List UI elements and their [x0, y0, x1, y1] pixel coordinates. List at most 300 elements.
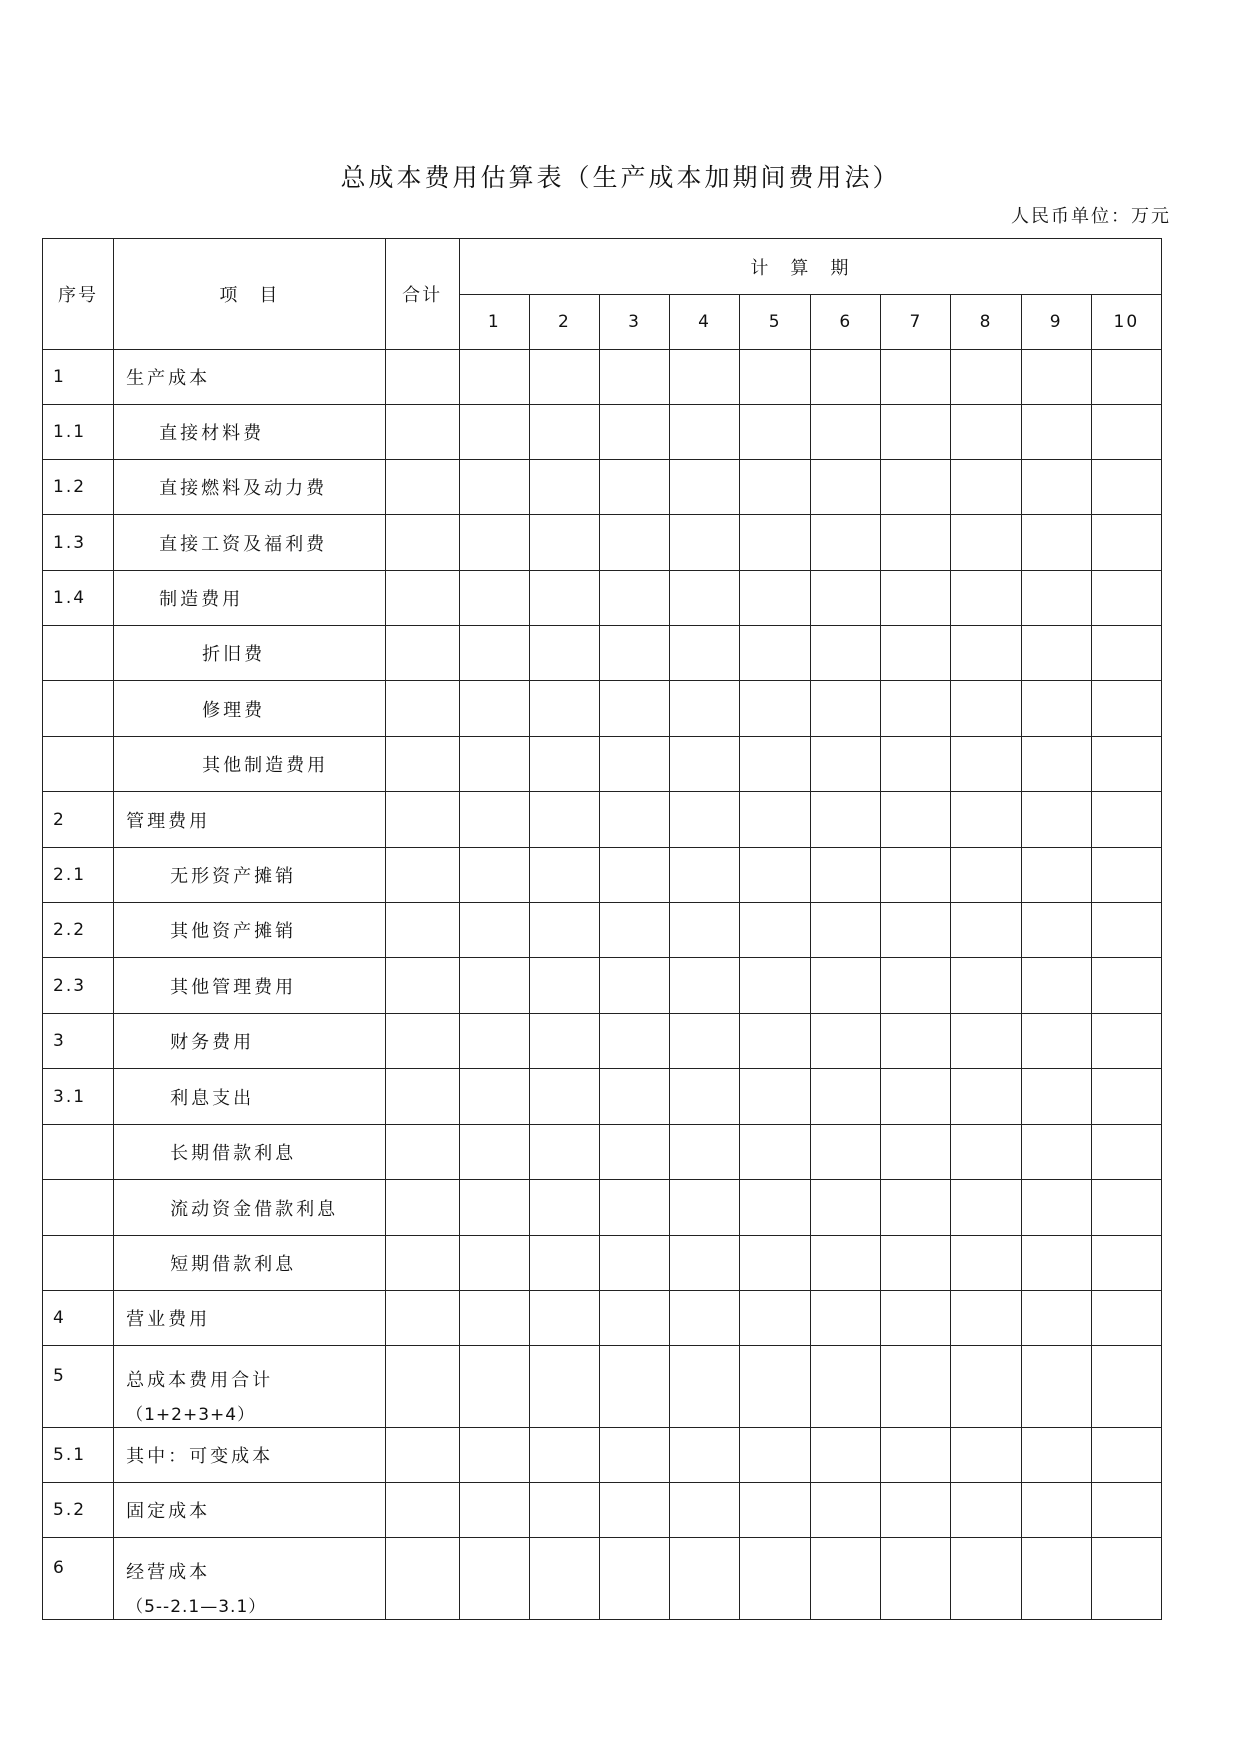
row-period-cell[interactable] — [1021, 1483, 1091, 1538]
row-period-cell[interactable] — [670, 1069, 740, 1125]
row-period-cell[interactable] — [599, 958, 669, 1014]
header-seq: 序号 — [43, 239, 114, 350]
row-item-label: 流动资金借款利息 — [170, 1198, 339, 1220]
table-row — [43, 792, 1162, 848]
row-period-cell[interactable] — [1021, 626, 1091, 681]
row-period-cell[interactable] — [459, 1180, 529, 1236]
row-total-cell[interactable] — [385, 1125, 459, 1180]
row-period-cell[interactable] — [951, 1069, 1021, 1125]
row-period-cell[interactable] — [881, 958, 951, 1014]
row-period-cell[interactable] — [881, 626, 951, 681]
row-period-cell[interactable] — [881, 681, 951, 737]
row-period-cell[interactable] — [599, 1236, 669, 1291]
header-period-8: 8 — [951, 295, 1021, 350]
row-period-cell[interactable] — [1021, 571, 1091, 626]
row-period-cell[interactable] — [811, 1069, 881, 1125]
row-period-cell[interactable] — [529, 1180, 599, 1236]
row-period-cell[interactable] — [670, 1125, 740, 1180]
row-period-cell[interactable] — [881, 1125, 951, 1180]
row-period-cell[interactable] — [740, 405, 811, 460]
row-item-label: 直接燃料及动力费 — [159, 478, 328, 499]
row-seq-cell — [43, 681, 114, 737]
row-period-cell[interactable] — [529, 1125, 599, 1180]
row-item-label: 无形资产摊销 — [170, 866, 297, 887]
row-period-cell[interactable] — [951, 958, 1021, 1014]
row-period-cell[interactable] — [670, 1428, 740, 1483]
row-period-cell[interactable] — [459, 737, 529, 792]
row-seq-cell: 5.2 — [43, 1483, 114, 1538]
row-item-label: 其他制造费用 — [202, 755, 329, 776]
row-period-cell[interactable] — [1021, 1180, 1091, 1236]
row-period-cell[interactable] — [1021, 1428, 1091, 1483]
row-seq-cell: 3.1 — [43, 1069, 114, 1125]
row-period-cell[interactable] — [740, 1180, 811, 1236]
row-period-cell[interactable] — [670, 571, 740, 626]
row-period-cell[interactable] — [951, 1483, 1021, 1538]
row-formula: （1+2+3+4） — [126, 1405, 256, 1425]
row-period-cell[interactable] — [670, 737, 740, 792]
row-period-cell[interactable] — [881, 571, 951, 626]
row-seq-cell — [43, 737, 114, 792]
row-item-cell — [114, 958, 385, 1014]
row-period-cell[interactable] — [1021, 1291, 1091, 1346]
row-period-cell[interactable] — [951, 350, 1021, 405]
row-period-cell[interactable] — [881, 1180, 951, 1236]
row-total-cell[interactable] — [385, 1180, 459, 1236]
row-seq-cell: 5.1 — [43, 1428, 114, 1483]
row-period-cell[interactable] — [1021, 405, 1091, 460]
row-period-cell[interactable] — [459, 903, 529, 958]
row-period-cell[interactable] — [740, 792, 811, 848]
row-total-cell[interactable] — [385, 1014, 459, 1069]
row-period-cell[interactable] — [881, 1483, 951, 1538]
row-total-cell[interactable] — [385, 405, 459, 460]
row-period-cell[interactable] — [951, 1346, 1021, 1428]
row-period-cell[interactable] — [599, 737, 669, 792]
row-period-cell[interactable] — [529, 626, 599, 681]
row-period-cell[interactable] — [1021, 737, 1091, 792]
row-item-label: 管理费用 — [126, 810, 211, 832]
row-period-cell[interactable] — [1021, 1014, 1091, 1069]
row-period-cell[interactable] — [740, 571, 811, 626]
row-period-cell[interactable] — [881, 792, 951, 848]
row-period-cell[interactable] — [1021, 460, 1091, 515]
row-period-cell[interactable] — [459, 681, 529, 737]
row-period-cell[interactable] — [951, 460, 1021, 515]
row-period-cell[interactable] — [670, 1483, 740, 1538]
row-period-cell[interactable] — [529, 405, 599, 460]
row-period-cell[interactable] — [881, 350, 951, 405]
row-item-label: 固定成本 — [126, 1501, 211, 1522]
row-item-label: 短期借款利息 — [170, 1254, 297, 1275]
row-period-cell[interactable] — [811, 626, 881, 681]
row-period-cell[interactable] — [740, 1291, 811, 1346]
row-period-cell[interactable] — [881, 1538, 951, 1620]
row-period-cell[interactable] — [951, 515, 1021, 571]
row-period-cell[interactable] — [951, 848, 1021, 903]
row-period-cell[interactable] — [1091, 1069, 1161, 1125]
row-period-cell[interactable] — [599, 1538, 669, 1620]
row-period-cell[interactable] — [670, 792, 740, 848]
row-period-cell[interactable] — [881, 1346, 951, 1428]
row-period-cell[interactable] — [811, 1346, 881, 1428]
row-period-cell[interactable] — [1021, 903, 1091, 958]
header-item: 项 目 — [114, 239, 385, 350]
row-period-cell[interactable] — [529, 1291, 599, 1346]
row-period-cell[interactable] — [1091, 1538, 1161, 1620]
row-period-cell[interactable] — [1091, 1014, 1161, 1069]
row-period-cell[interactable] — [529, 792, 599, 848]
row-period-cell[interactable] — [599, 515, 669, 571]
row-item-cell — [114, 681, 385, 737]
row-period-cell[interactable] — [670, 1538, 740, 1620]
page-title: 总成本费用估算表（生产成本加期间费用法） — [340, 163, 901, 192]
row-total-cell[interactable] — [385, 903, 459, 958]
row-period-cell[interactable] — [459, 848, 529, 903]
row-period-cell[interactable] — [740, 1428, 811, 1483]
row-period-cell[interactable] — [811, 737, 881, 792]
row-seq-cell — [43, 626, 114, 681]
row-period-cell[interactable] — [811, 350, 881, 405]
row-period-cell[interactable] — [599, 626, 669, 681]
row-period-cell[interactable] — [599, 848, 669, 903]
row-period-cell[interactable] — [599, 571, 669, 626]
row-period-cell[interactable] — [811, 792, 881, 848]
row-seq-cell — [43, 1125, 114, 1180]
row-period-cell[interactable] — [529, 1346, 599, 1428]
row-item-cell — [114, 792, 385, 848]
row-total-cell[interactable] — [385, 1236, 459, 1291]
row-period-cell[interactable] — [1091, 792, 1161, 848]
row-period-cell[interactable] — [459, 1428, 529, 1483]
row-period-cell[interactable] — [1021, 515, 1091, 571]
row-period-cell[interactable] — [599, 1346, 669, 1428]
row-seq-cell — [43, 1180, 114, 1236]
row-period-cell[interactable] — [459, 1346, 529, 1428]
row-period-cell[interactable] — [599, 903, 669, 958]
row-period-cell[interactable] — [670, 515, 740, 571]
row-item-cell — [114, 1483, 385, 1538]
row-period-cell[interactable] — [529, 515, 599, 571]
row-item-cell — [114, 903, 385, 958]
row-period-cell[interactable] — [740, 1346, 811, 1428]
row-period-cell[interactable] — [670, 460, 740, 515]
row-period-cell[interactable] — [1091, 1428, 1161, 1483]
row-period-cell[interactable] — [1091, 1180, 1161, 1236]
row-seq-cell: 2.1 — [43, 848, 114, 903]
row-total-cell[interactable] — [385, 1069, 459, 1125]
row-total-cell[interactable] — [385, 626, 459, 681]
row-total-cell[interactable] — [385, 737, 459, 792]
row-period-cell[interactable] — [811, 1538, 881, 1620]
row-period-cell[interactable] — [459, 792, 529, 848]
header-period-3: 3 — [599, 295, 669, 350]
row-period-cell[interactable] — [1091, 1291, 1161, 1346]
row-period-cell[interactable] — [529, 571, 599, 626]
table-row — [43, 1069, 1162, 1125]
row-period-cell[interactable] — [740, 1236, 811, 1291]
table-row — [43, 958, 1162, 1014]
row-period-cell[interactable] — [951, 405, 1021, 460]
row-period-cell[interactable] — [1091, 1483, 1161, 1538]
row-period-cell[interactable] — [811, 1483, 881, 1538]
row-period-cell[interactable] — [740, 737, 811, 792]
row-period-cell[interactable] — [670, 350, 740, 405]
row-period-cell[interactable] — [1091, 350, 1161, 405]
row-period-cell[interactable] — [951, 626, 1021, 681]
row-period-cell[interactable] — [1091, 681, 1161, 737]
row-period-cell[interactable] — [811, 848, 881, 903]
row-total-cell[interactable] — [385, 1428, 459, 1483]
row-period-cell[interactable] — [1091, 958, 1161, 1014]
row-period-cell[interactable] — [459, 350, 529, 405]
table-row — [43, 1346, 1162, 1428]
row-item-cell — [114, 626, 385, 681]
row-period-cell[interactable] — [811, 515, 881, 571]
row-item-cell — [114, 1428, 385, 1483]
row-period-cell[interactable] — [811, 903, 881, 958]
row-seq-cell: 2.2 — [43, 903, 114, 958]
row-period-cell[interactable] — [951, 792, 1021, 848]
row-period-cell[interactable] — [951, 1428, 1021, 1483]
row-period-cell[interactable] — [740, 903, 811, 958]
table-row — [43, 1014, 1162, 1069]
row-period-cell[interactable] — [1021, 958, 1091, 1014]
row-item-cell — [114, 515, 385, 571]
row-item-label: 修理费 — [202, 699, 266, 721]
row-period-cell[interactable] — [881, 515, 951, 571]
row-period-cell[interactable] — [881, 1014, 951, 1069]
row-period-cell[interactable] — [740, 460, 811, 515]
row-seq-cell: 4 — [43, 1291, 114, 1346]
row-period-cell[interactable] — [1021, 681, 1091, 737]
table-row — [43, 1291, 1162, 1346]
row-period-cell[interactable] — [599, 1125, 669, 1180]
row-period-cell[interactable] — [670, 1236, 740, 1291]
row-period-cell[interactable] — [811, 460, 881, 515]
row-period-cell[interactable] — [1091, 1125, 1161, 1180]
row-period-cell[interactable] — [740, 681, 811, 737]
row-period-cell[interactable] — [811, 405, 881, 460]
row-period-cell[interactable] — [951, 1180, 1021, 1236]
row-period-cell[interactable] — [1091, 848, 1161, 903]
table-row — [43, 1180, 1162, 1236]
row-period-cell[interactable] — [1091, 1236, 1161, 1291]
row-item-cell — [114, 848, 385, 903]
row-period-cell[interactable] — [670, 958, 740, 1014]
row-period-cell[interactable] — [459, 1014, 529, 1069]
row-period-cell[interactable] — [459, 1236, 529, 1291]
row-period-cell[interactable] — [529, 1236, 599, 1291]
row-period-cell[interactable] — [881, 1236, 951, 1291]
row-period-cell[interactable] — [951, 903, 1021, 958]
row-period-cell[interactable] — [951, 1014, 1021, 1069]
table-row — [43, 460, 1162, 515]
row-period-cell[interactable] — [951, 1538, 1021, 1620]
row-period-cell[interactable] — [1091, 1346, 1161, 1428]
row-period-cell[interactable] — [1091, 460, 1161, 515]
row-period-cell[interactable] — [951, 1236, 1021, 1291]
row-period-cell[interactable] — [1091, 515, 1161, 571]
row-total-cell[interactable] — [385, 460, 459, 515]
row-total-cell[interactable] — [385, 1483, 459, 1538]
row-period-cell[interactable] — [740, 1125, 811, 1180]
row-period-cell[interactable] — [811, 1236, 881, 1291]
row-period-cell[interactable] — [1021, 1236, 1091, 1291]
row-period-cell[interactable] — [529, 1014, 599, 1069]
row-period-cell[interactable] — [529, 460, 599, 515]
row-period-cell[interactable] — [881, 848, 951, 903]
row-period-cell[interactable] — [529, 848, 599, 903]
row-period-cell[interactable] — [599, 1428, 669, 1483]
row-period-cell[interactable] — [599, 792, 669, 848]
row-period-cell[interactable] — [459, 1291, 529, 1346]
row-seq-cell: 1.2 — [43, 460, 114, 515]
row-item-cell — [114, 1069, 385, 1125]
row-period-cell[interactable] — [811, 1180, 881, 1236]
row-period-cell[interactable] — [670, 1346, 740, 1428]
row-period-cell[interactable] — [599, 1483, 669, 1538]
row-period-cell[interactable] — [529, 958, 599, 1014]
row-period-cell[interactable] — [459, 626, 529, 681]
row-period-cell[interactable] — [811, 1125, 881, 1180]
row-period-cell[interactable] — [881, 1069, 951, 1125]
row-total-cell[interactable] — [385, 848, 459, 903]
row-period-cell[interactable] — [811, 1014, 881, 1069]
row-period-cell[interactable] — [881, 1428, 951, 1483]
row-period-cell[interactable] — [881, 1291, 951, 1346]
row-item-label: 直接工资及福利费 — [159, 533, 328, 555]
row-period-cell[interactable] — [881, 460, 951, 515]
row-period-cell[interactable] — [1091, 626, 1161, 681]
row-period-cell[interactable] — [811, 1291, 881, 1346]
header-total: 合计 — [385, 239, 459, 350]
row-period-cell[interactable] — [1091, 571, 1161, 626]
row-period-cell[interactable] — [459, 571, 529, 626]
row-period-cell[interactable] — [740, 350, 811, 405]
row-total-cell[interactable] — [385, 958, 459, 1014]
row-item-label: 财务费用 — [170, 1032, 255, 1053]
row-item-cell — [114, 571, 385, 626]
row-period-cell[interactable] — [670, 903, 740, 958]
row-period-cell[interactable] — [740, 958, 811, 1014]
row-period-cell[interactable] — [529, 350, 599, 405]
row-period-cell[interactable] — [951, 737, 1021, 792]
row-period-cell[interactable] — [1021, 1069, 1091, 1125]
row-period-cell[interactable] — [1091, 737, 1161, 792]
table-row — [43, 737, 1162, 792]
row-period-cell[interactable] — [951, 681, 1021, 737]
header-period-1: 1 — [459, 295, 529, 350]
row-item-cell — [114, 1291, 385, 1346]
row-period-cell[interactable] — [740, 626, 811, 681]
row-period-cell[interactable] — [529, 1538, 599, 1620]
row-period-cell[interactable] — [599, 1291, 669, 1346]
row-item-label: 生产成本 — [126, 368, 211, 389]
row-period-cell[interactable] — [459, 515, 529, 571]
row-period-cell[interactable] — [1021, 350, 1091, 405]
row-total-cell[interactable] — [385, 571, 459, 626]
row-period-cell[interactable] — [811, 571, 881, 626]
row-period-cell[interactable] — [740, 515, 811, 571]
row-period-cell[interactable] — [811, 681, 881, 737]
row-period-cell[interactable] — [1091, 903, 1161, 958]
row-period-cell[interactable] — [529, 1483, 599, 1538]
row-period-cell[interactable] — [1021, 792, 1091, 848]
header-period: 计算期 — [459, 239, 1161, 295]
row-period-cell[interactable] — [740, 1069, 811, 1125]
row-period-cell[interactable] — [1091, 405, 1161, 460]
row-period-cell[interactable] — [670, 405, 740, 460]
row-period-cell[interactable] — [459, 1125, 529, 1180]
row-total-cell[interactable] — [385, 350, 459, 405]
row-period-cell[interactable] — [459, 958, 529, 1014]
row-period-cell[interactable] — [951, 1291, 1021, 1346]
row-period-cell[interactable] — [951, 1125, 1021, 1180]
row-period-cell[interactable] — [529, 903, 599, 958]
row-period-cell[interactable] — [740, 1483, 811, 1538]
row-period-cell[interactable] — [670, 1180, 740, 1236]
table-row — [43, 350, 1162, 405]
row-period-cell[interactable] — [881, 405, 951, 460]
row-period-cell[interactable] — [1021, 1538, 1091, 1620]
row-period-cell[interactable] — [1021, 1125, 1091, 1180]
row-period-cell[interactable] — [529, 1428, 599, 1483]
row-period-cell[interactable] — [811, 1428, 881, 1483]
row-period-cell[interactable] — [951, 571, 1021, 626]
row-period-cell[interactable] — [529, 737, 599, 792]
row-period-cell[interactable] — [599, 681, 669, 737]
row-period-cell[interactable] — [599, 1014, 669, 1069]
row-period-cell[interactable] — [670, 848, 740, 903]
row-period-cell[interactable] — [459, 1069, 529, 1125]
row-period-cell[interactable] — [811, 958, 881, 1014]
row-period-cell[interactable] — [740, 848, 811, 903]
row-period-cell[interactable] — [599, 405, 669, 460]
table-row — [43, 681, 1162, 737]
row-formula: （5--2.1—3.1） — [126, 1597, 267, 1617]
row-period-cell[interactable] — [740, 1014, 811, 1069]
row-period-cell[interactable] — [1021, 848, 1091, 903]
row-period-cell[interactable] — [459, 1538, 529, 1620]
row-period-cell[interactable] — [740, 1538, 811, 1620]
row-period-cell[interactable] — [670, 681, 740, 737]
row-period-cell[interactable] — [881, 903, 951, 958]
row-period-cell[interactable] — [529, 1069, 599, 1125]
table-row — [43, 626, 1162, 681]
row-period-cell[interactable] — [599, 350, 669, 405]
row-period-cell[interactable] — [670, 1291, 740, 1346]
row-period-cell[interactable] — [599, 1180, 669, 1236]
row-period-cell[interactable] — [599, 1069, 669, 1125]
row-period-cell[interactable] — [881, 737, 951, 792]
row-period-cell[interactable] — [670, 1014, 740, 1069]
row-total-cell[interactable] — [385, 792, 459, 848]
row-period-cell[interactable] — [1021, 1346, 1091, 1428]
row-period-cell[interactable] — [599, 460, 669, 515]
row-total-cell[interactable] — [385, 1346, 459, 1428]
row-period-cell[interactable] — [459, 405, 529, 460]
row-period-cell[interactable] — [459, 1483, 529, 1538]
row-total-cell[interactable] — [385, 1291, 459, 1346]
row-item-label: 折旧费 — [202, 644, 266, 665]
row-total-cell[interactable] — [385, 681, 459, 737]
row-period-cell[interactable] — [459, 460, 529, 515]
row-period-cell[interactable] — [529, 681, 599, 737]
row-period-cell[interactable] — [670, 626, 740, 681]
row-total-cell[interactable] — [385, 515, 459, 571]
row-total-cell[interactable] — [385, 1538, 459, 1620]
